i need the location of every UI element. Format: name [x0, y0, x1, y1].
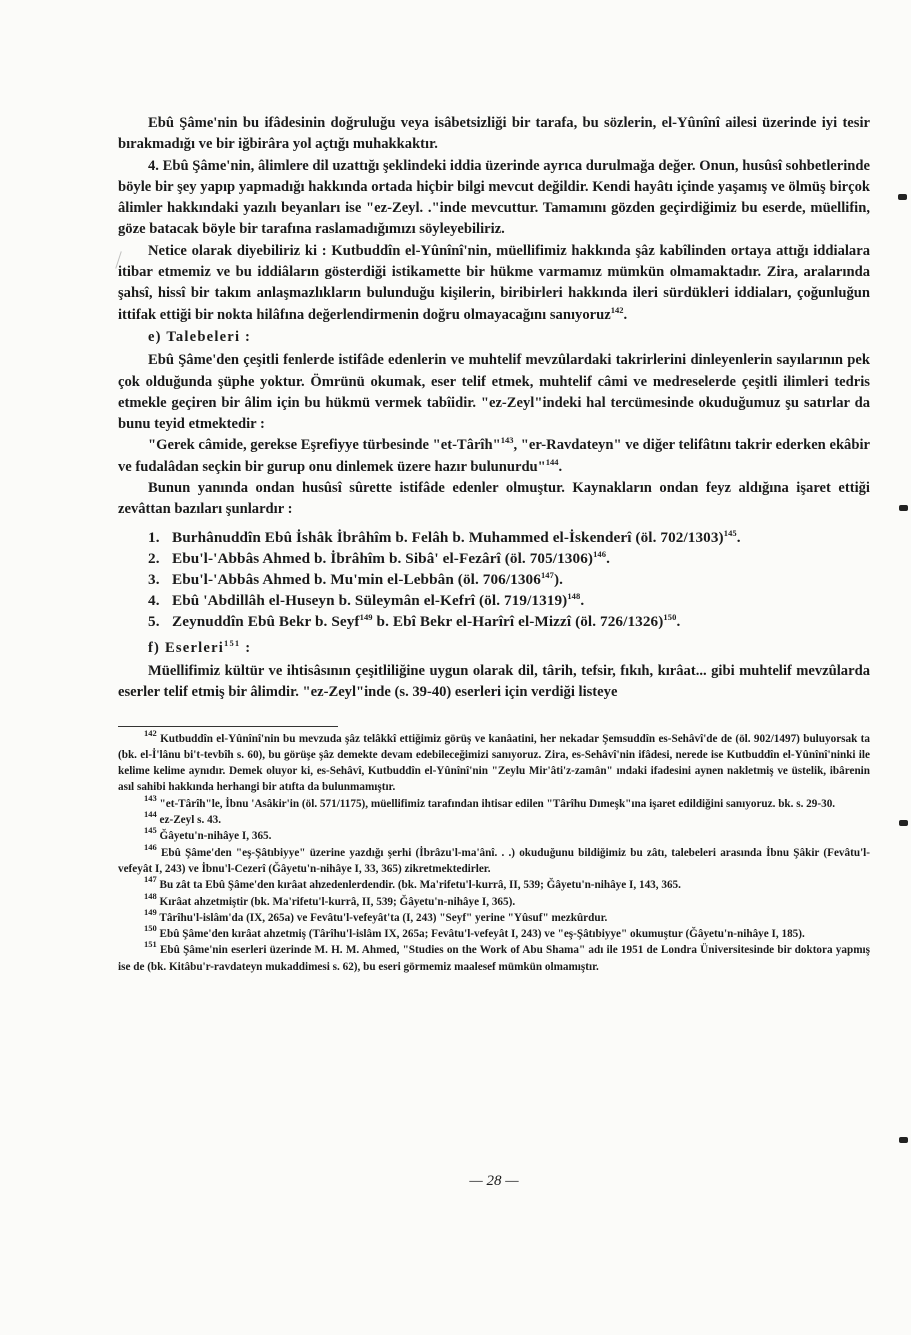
footnote-ref: 150 — [663, 611, 677, 622]
scan-mark — [899, 820, 908, 826]
scan-mark — [898, 194, 907, 200]
footnote-text: Ebû Şâme'nin eserleri üzerinde M. H. M. Ahmed, "Studies on the Work of Abu Shama" adı ile 1951 de Londra Üniversitesinde bir doktora yapmış ise de (bk. Kitâbu'r-ravdateyn mukaddimesi s. 62), bu eseri görmemiz maalesef mümkün olmamıştır. — [118, 944, 870, 973]
footnote — [118, 825, 870, 844]
paragraph-1: Ebû Şâme'nin bu ifâdesinin doğruluğu veya isâbetsizliği bir tarafa, bu sözlerin, el-Yûnînî ailesi üzerinde iyi tesir bırakmadığı ve bir iğbirâra yol açtığı muhakkaktır. — [118, 115, 870, 153]
footnote-text: Kutbuddîn el-Yûnînî'nin bu mevzuda şâz telâkkî ettiğimiz görüş ve kanâatini, her nekadar Şemsuddîn es-Sehâvî'de de (öl. 902/1497) buluyorsak ta (bk. el-İ'lânu bi't-tevbîh s. 60), bu görüşe şâz demekte devam edebileceğimizi sanıyoruz. Zira, es-Sehâvî'nin ifâdesi, nerede ise Kutbuddîn el-Yûnînî'ninki ile kelime kelime aynıdır. Demek oluyor ki, es-Sehâvî, Kutbuddîn el-Yûnînî'nin "Zeylu Mir'âti'z-zamân" ındaki ifadesini aynen nakletmiş ve üstelik, ibârenin asıl sahibi hakkında herhangi bir atıfta da bulunmamıştır. — [118, 732, 870, 794]
item-number: 4. — [148, 591, 160, 609]
students-list — [118, 527, 870, 632]
punctuation: . — [558, 458, 563, 475]
footnote-text: Târîhu'l-islâm'da (IX, 265a) ve Fevâtu'l-vefeyât'ta (I, 243) "Seyf" yerine "Yûsuf" mezkûrdur. — [159, 911, 608, 924]
scan-mark — [899, 505, 908, 511]
page — [118, 113, 871, 1189]
footnote-ref: 149 — [359, 611, 373, 622]
footnote-number: 148 — [144, 890, 157, 901]
section-heading-works — [148, 638, 870, 659]
footnote — [118, 727, 870, 796]
footnote-number: 142 — [144, 727, 157, 738]
paragraph-5 — [118, 435, 870, 478]
main-text — [118, 113, 870, 521]
footnote-text: Kırâat ahzetmiştir (bk. Ma'rifetu'l-kurrâ, II, 539; Ğâyetu'n-nihâye I, 365). — [159, 895, 516, 908]
footnote — [118, 906, 870, 926]
footnote-ref: 144 — [545, 456, 559, 467]
paragraph-2: 4. Ebû Şâme'nin, âlimlere dil uzattığı şeklindeki iddia üzerinde ayrıca durulmağa değer. Onun, husûsî sohbetlerinde böyle bir şey yapıp yapmadığı hakkında ortada hiçbir bilgi mevcut değildir. Kendi hayâtı içinde yaşamış ve ölmüş birçok âlimler hakkındaki yazılı beyanları ise "ez-Zeyl. ."inde mevcuttur. Tamamını gözden geçirdiğimiz bu eserde, müellifin, göze batacak böyle bir tarafına raslamadığımızı söyleyebiliriz. — [118, 157, 870, 238]
footnote-ref: 142 — [610, 304, 624, 315]
footnote-text: Ğâyetu'n-nihâye I, 365. — [159, 830, 272, 843]
quote-part-2: , "er-Ravdateyn" ve diğer telifâtını takrir ederken ekâbir ve fudalâdan seçkin bir gurup onu dinlemek üzere hazır bulunurdu" — [118, 437, 871, 475]
item-text-continued: b. Ebî Bekr el-Harîrî el-Mizzî (öl. 726/1326) — [372, 612, 664, 630]
item-number: 2. — [148, 549, 160, 567]
page-number: — 28 — — [469, 1173, 519, 1189]
footnote-number: 145 — [144, 825, 157, 836]
paragraph-6: Bunun yanında ondan husûsî sûrette istifâde edenler olmuştur. Kaynakların ondan feyz aldığına işaret ettiği zevâttan bazıları şunlardır : — [118, 480, 870, 518]
footnote-number: 149 — [144, 906, 157, 917]
footnote — [118, 792, 870, 812]
footnote-ref: 148 — [567, 590, 581, 601]
footnote-ref: 151 — [224, 637, 241, 648]
item-number: 5. — [148, 612, 160, 630]
punctuation: : — [240, 639, 252, 656]
footnote-text: Ebû Şâme'den "eş-Şâtıbiyye" üzerine yazdığı şerhi (İbrâzu'l-ma'ânî. . .) okuduğunu bildiğimiz bu zâtı, talebeleri arasında İbnu Şâkir (Fevâtu'l-vefeyât I, 243) ve İbnu'l-Cezerî (Ğâyetu'n-nihâye I, 33, 365) zikretmektedirler. — [118, 846, 871, 875]
footnote-number: 146 — [144, 841, 157, 852]
footnote-number: 150 — [144, 923, 157, 934]
footnote — [118, 809, 870, 828]
footnote-number: 147 — [144, 874, 157, 885]
item-text: Ebû 'Abdillâh el-Huseyn b. Süleymân el-Kefrî (öl. 719/1319) — [172, 591, 568, 609]
paragraph-3 — [118, 241, 870, 326]
list-item — [148, 590, 870, 611]
footnote — [118, 939, 870, 975]
footnote-text: ez-Zeyl s. 43. — [159, 814, 222, 827]
footnote-text: Bu zât ta Ebû Şâme'den kırâat ahzedenlerdendir. (bk. Ma'rifetu'l-kurrâ, II, 539; Ğâyetu'n-nihâye I, 143, 365. — [159, 879, 681, 892]
paragraph-7: Müellifimiz kültür ve ihtisâsının çeşitliliğine uygun olarak dil, târih, tefsir, fıkıh, kırâat... gibi muhtelif mevzûlarda eserler telif etmiş bir âlimdir. "ez-Zeyl"inde (s. 39-40) eserleri için verdiği listeye — [118, 662, 870, 701]
item-text: Ebu'l-'Abbâs Ahmed b. İbrâhîm b. Sibâ' el-Fezârî (öl. 705/1306) — [172, 549, 594, 567]
heading-text: f) Eserleri — [148, 639, 225, 656]
footnote-text: "et-Târîh"le, İbnu 'Asâkir'in (öl. 571/1175), müellifimiz tarafından ihtisar edilen "Târîhu Dımeşk"ına işaret edildiğini sanıyoruz. bk. s. 29-30. — [159, 797, 836, 810]
main-text-continued — [118, 638, 870, 704]
punctuation: . — [736, 528, 741, 546]
list-item — [148, 611, 870, 632]
footnote — [118, 874, 870, 893]
footnote-ref: 146 — [593, 548, 607, 559]
footnote-number: 151 — [144, 939, 157, 950]
punctuation: . — [676, 612, 681, 630]
footnote-ref: 143 — [500, 435, 514, 446]
footnotes — [118, 727, 871, 975]
item-text: Ebu'l-'Abbâs Ahmed b. Mu'min el-Lebbân (öl. 706/1306 — [172, 570, 541, 588]
footnote-ref: 145 — [723, 527, 737, 538]
item-number: 3. — [148, 570, 160, 588]
section-heading-students: e) Talebeleri : — [148, 328, 252, 345]
list-item — [148, 569, 870, 590]
punctuation: . — [623, 306, 628, 323]
footnote-separator — [118, 726, 338, 727]
footnote-ref: 147 — [540, 569, 554, 580]
item-text: Zeynuddîn Ebû Bekr b. Seyf — [172, 612, 360, 630]
quote-part-1: "Gerek câmide, gerekse Eşrefiyye türbesinde "et-Târîh" — [148, 437, 501, 454]
footnote — [118, 923, 870, 942]
punctuation: . — [606, 549, 611, 567]
list-item — [148, 548, 870, 569]
scan-mark — [899, 1137, 908, 1143]
footnote — [118, 841, 871, 878]
punctuation: . — [580, 591, 585, 609]
footnote-number: 143 — [144, 792, 157, 803]
footnote-text: Ebû Şâme'den kırâat ahzetmiş (Târîhu'l-islâm IX, 265a; Fevâtu'l-vefeyât I, 243) ve "eş-Şâtıbiyye" okumuştur (Ğâyetu'n-nihâye I, 185). — [159, 928, 805, 941]
list-item — [148, 527, 870, 548]
paragraph-3-text: Netice olarak diyebiliriz ki : Kutbuddîn el-Yûnînî'nin, müellifimiz hakkında şâz kabîlinden ortaya attığı iddialara itibar etmemiz ve bu iddiâların gösterdiği istikamette bir hükme varmamız mümkün olmamaktadır. Zira, aralarında şahsî, hissî bir takım anlaşmazlıkların bulunduğu kişilerin, biribirleri hakkında ileri sürdükleri iddiaları, çoğunluğun ittifak ettiği bir nokta hilâfına değerlendirmenin doğru olmayacağını sanıyoruz — [118, 242, 870, 323]
footnote — [118, 890, 870, 910]
footnote-number: 144 — [144, 809, 157, 820]
item-text: Burhânuddîn Ebû İshâk İbrâhîm b. Felâh b. Muhammed el-İskenderî (öl. 702/1303) — [172, 528, 724, 546]
paragraph-4: Ebû Şâme'den çeşitli fenlerde istifâde edenlerin ve muhtelif mevzûlardaki takrirlerini dinleyenlerin sayılarının pek çok olduğunda şüphe yoktur. Ömrünü okumak, eser telif etmek, muhtelif câmi ve medreselerde çeşitli ilimleri tedris etmekle geçiren bir âlim için bu hükmü vermek tabîidir. "ez-Zeyl"indeki hal tercümesinde okuduğumuz şu satırlar da bunu teyid etmektedir : — [118, 352, 870, 433]
item-number: 1. — [148, 528, 160, 546]
punctuation: ). — [554, 570, 564, 588]
